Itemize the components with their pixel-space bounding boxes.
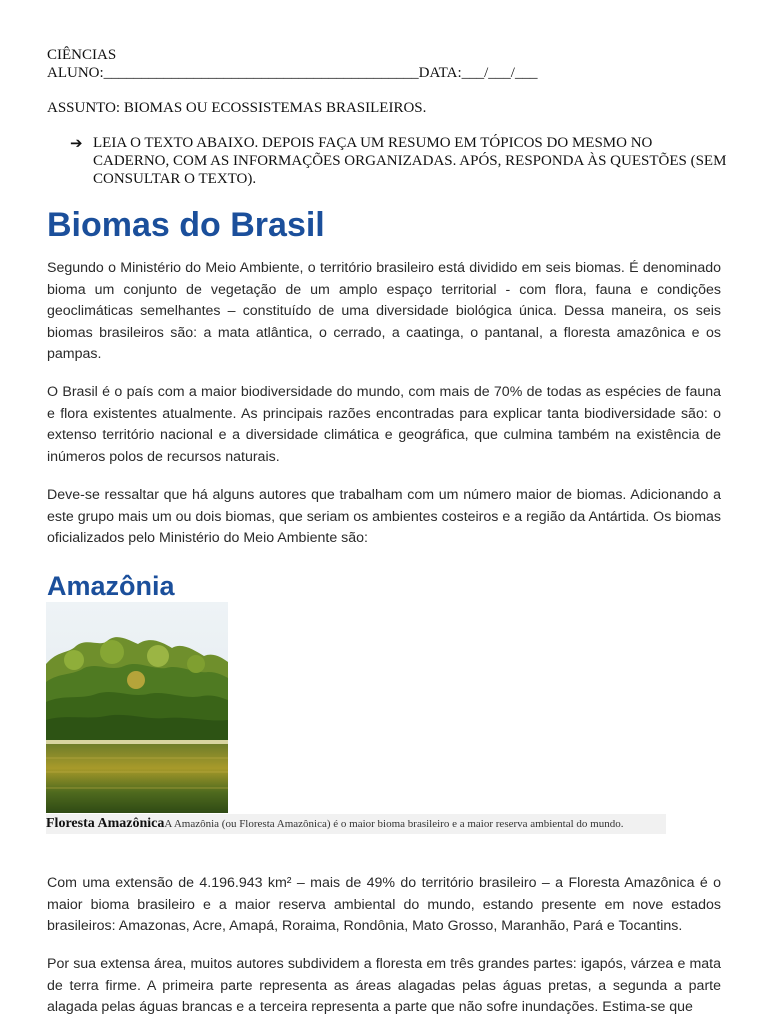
student-name-date-line: ALUNO:__________________________________________DATA:___/___/___ — [47, 65, 538, 81]
amazonia-paragraph-2: Por sua extensa área, muitos autores subdividem a floresta em três grandes partes: igapós, várzea e mata de terra firme. A primeira parte representa as áreas alagadas pelas águas pretas, a segunda a parte alagada pelas águas brancas e a terceira representa a parte que não sofre inundações. Estima-se que — [47, 956, 721, 1015]
amazon-forest-photo — [46, 602, 228, 813]
topic-line: ASSUNTO: BIOMAS OU ECOSSISTEMAS BRASILEIROS. — [47, 100, 427, 116]
intro-paragraph-1: Segundo o Ministério do Meio Ambiente, o território brasileiro está dividido em seis biomas. É denominado bioma um conjunto de vegetação de um amplo espaço territorial - com flora, fauna e condições geoclimáticas semelhantes – constituído de uma diversidade biológica única. Dessa maneira, os seis biomas brasileiros são: a mata atlântica, o cerrado, a caatinga, o pantanal, a floresta amazônica e os pampas. — [47, 260, 721, 362]
amazonia-paragraph-1: Com uma extensão de 4.196.943 km² – mais de 49% do território brasileiro – a Floresta Amazônica é o maior bioma brasileiro e a maior reserva ambiental do mundo, estando presente em nove estados brasileiros: Amazonas, Acre, Amapá, Roraima, Rondônia, Mato Grosso, Maranhão, Pará e Tocantins. — [47, 875, 721, 934]
intro-paragraph-2: O Brasil é o país com a maior biodiversidade do mundo, com mais de 70% de todas as espécies de fauna e flora existentes atualmente. As principais razões encontradas para explicar tanta biodiversidade são: o extenso território nacional e a diversidade climática e geográfica, que culmina também na existência de inúmeros polos de recursos naturais. — [47, 384, 721, 465]
instruction-text: LEIA O TEXTO ABAIXO. DEPOIS FAÇA UM RESUMO EM TÓPICOS DO MESMO NO CADERNO, COM AS INFORMAÇÕES ORGANIZADAS. APÓS, RESPONDA ÀS QUESTÕES (SEM CONSULTAR O TEXTO). — [93, 135, 727, 187]
section-title-amazonia: Amazônia — [47, 571, 175, 601]
intro-paragraph-3: Deve-se ressaltar que há alguns autores que trabalham com um número maior de biomas. Adicionando a este grupo mais um ou dois biomas, que seriam os ambientes costeiros e a região da Antártida. Os biomas oficializados pelo Ministério do Meio Ambiente são: — [47, 487, 721, 546]
caption-lead: Floresta Amazônica — [46, 816, 165, 831]
article-title: Biomas do Brasil — [47, 206, 325, 244]
instruction-block — [70, 134, 730, 188]
arrow-right-icon: ➔ — [70, 134, 83, 152]
photo-caption — [46, 814, 666, 834]
caption-text: A Amazônia (ou Floresta Amazônica) é o maior bioma brasileiro e a maior reserva ambiental do mundo. — [164, 818, 624, 830]
subject-line: CIÊNCIAS — [47, 47, 117, 63]
